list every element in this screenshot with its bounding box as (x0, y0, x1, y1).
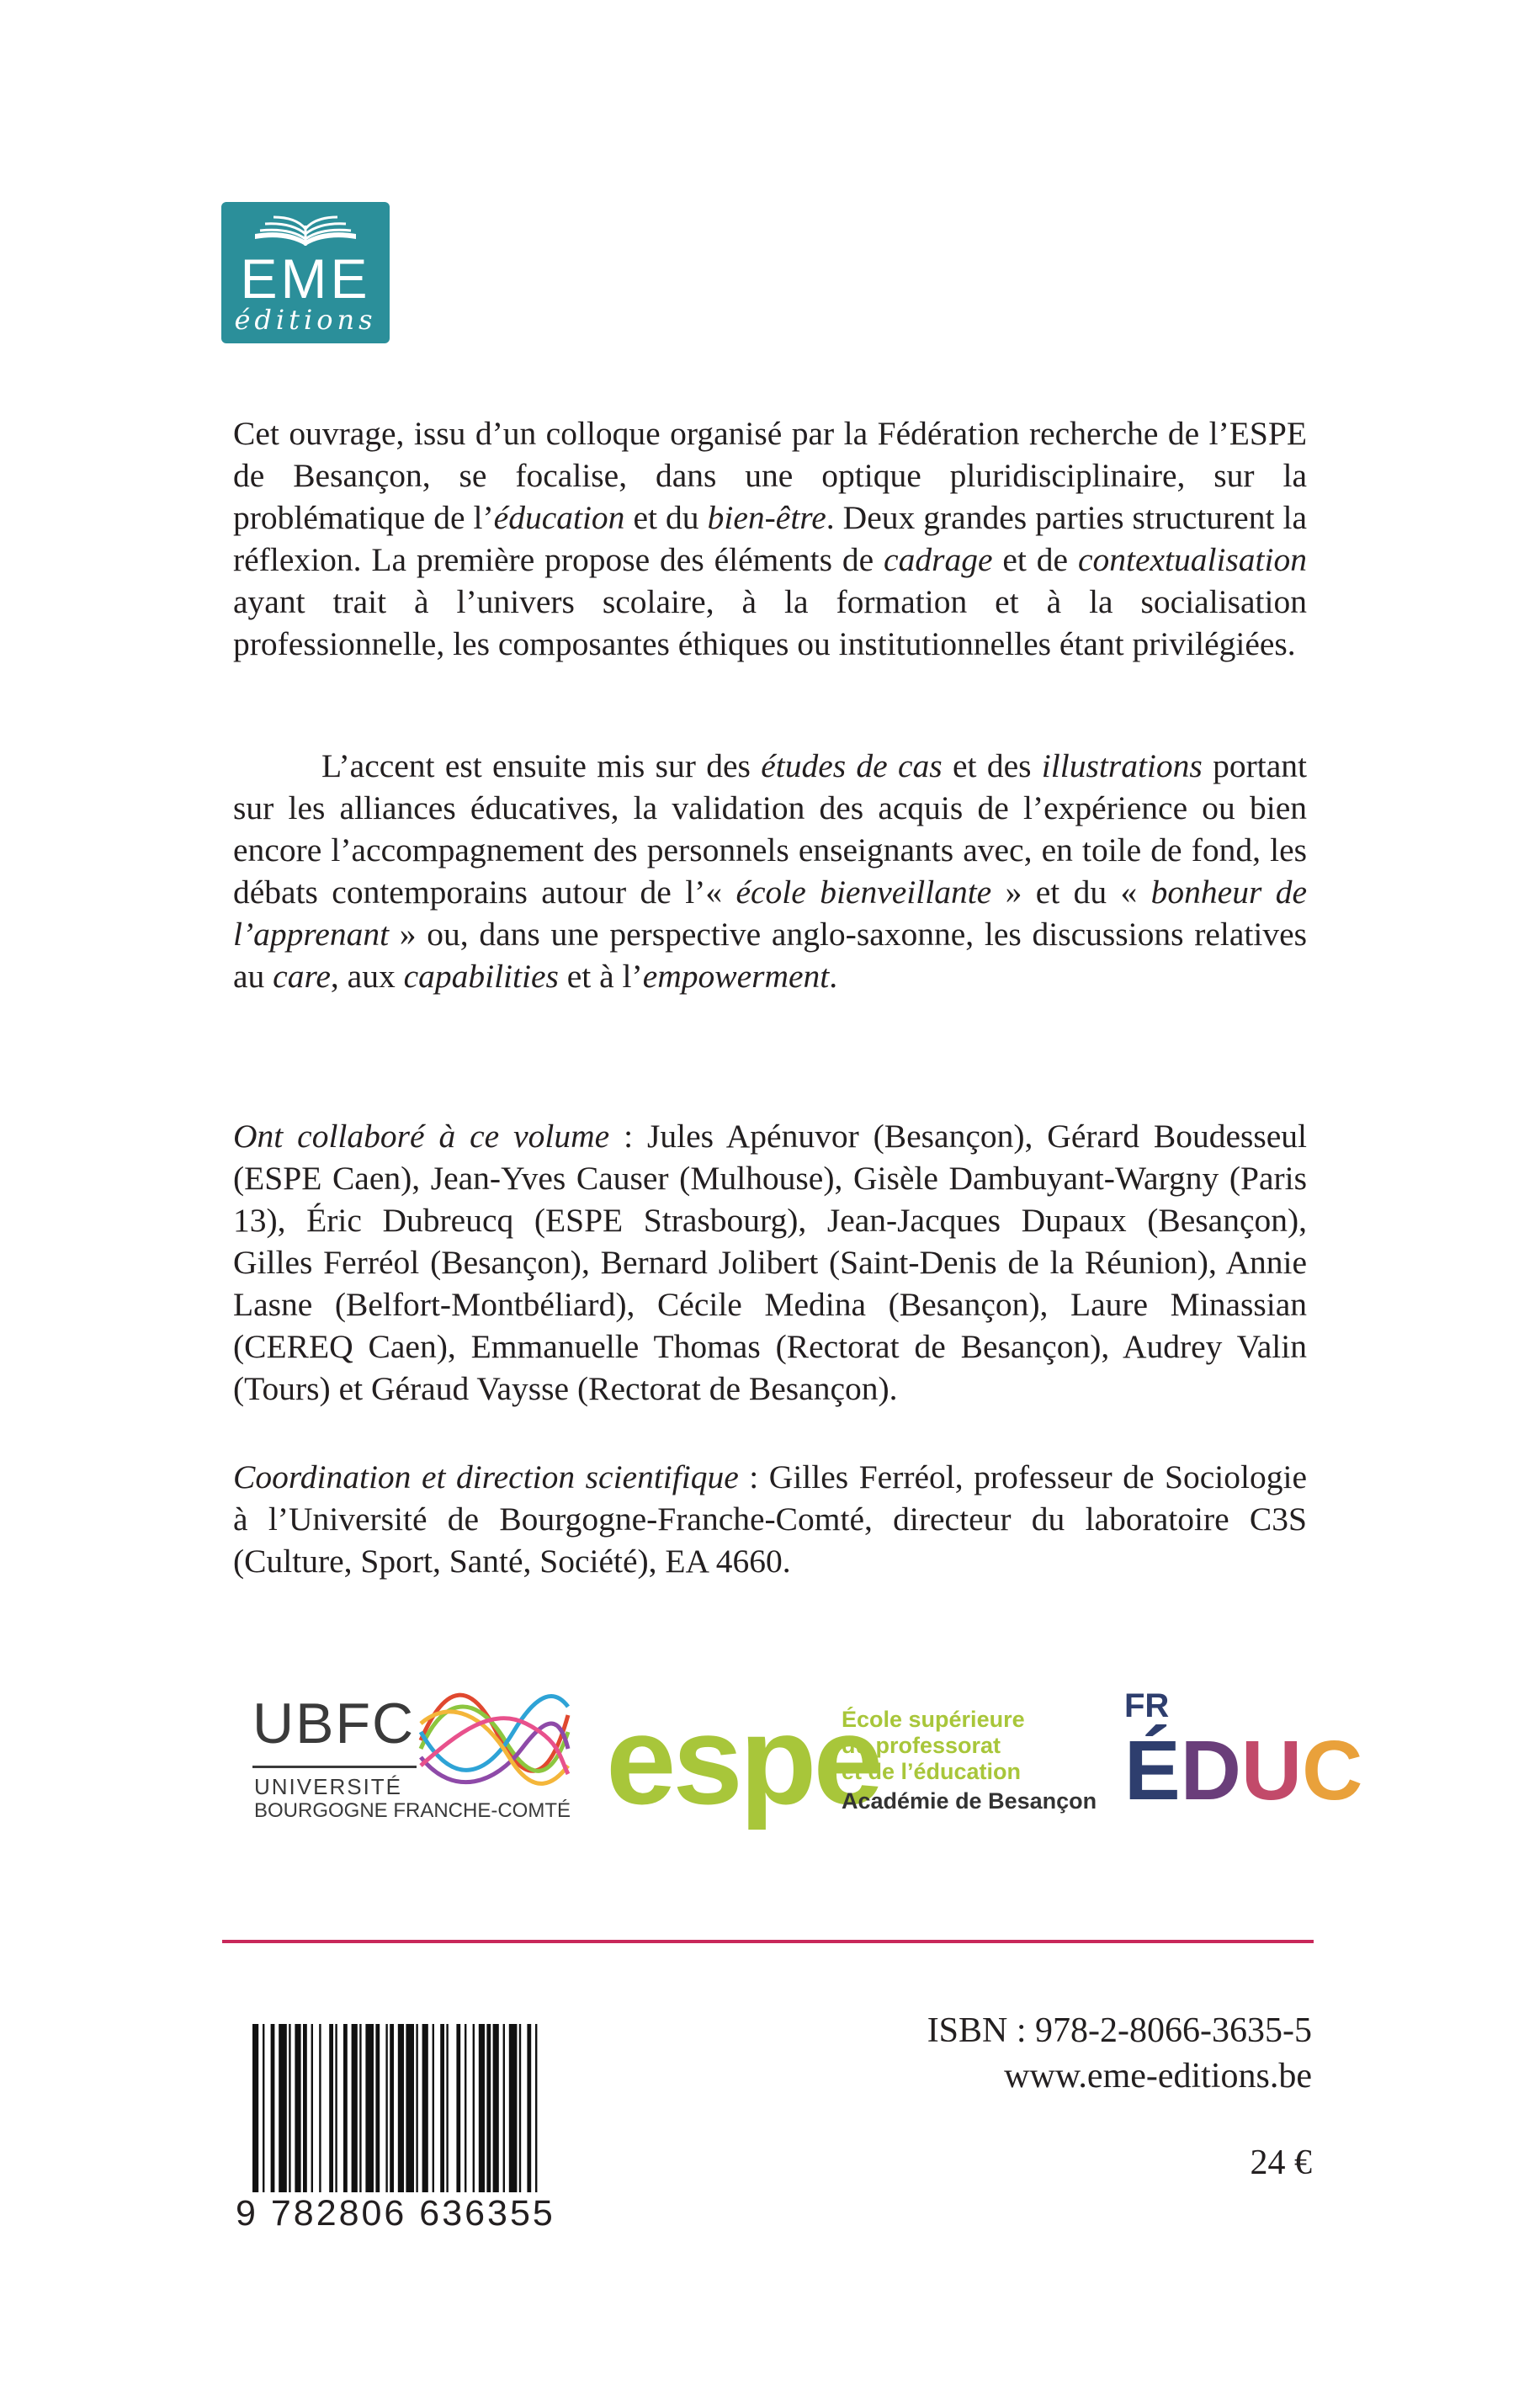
barcode-bar (456, 2024, 460, 2192)
fr-educ-word: ÉDUC (1124, 1724, 1363, 1818)
logo-name: EME (240, 247, 371, 310)
espe-word: espe (606, 1689, 880, 1830)
barcode-bar (263, 2024, 264, 2192)
barcode-bar (303, 2024, 307, 2192)
barcode-bar (519, 2024, 521, 2192)
contributors-label: Ont collaboré à ce volume (233, 1118, 610, 1155)
logo-subtitle: éditions (234, 304, 377, 336)
summary-paragraph-1: Cet ouvrage, issu d’un colloque organisé par la Fédération recherche de l’ESPE de Besançon, se focalise, dans une optique pluridisciplinaire, sur la problématique de l’éducation et du bien-être. Deux grandes parties structurent la réflexion. La première propose des éléments de cadrage et de contextualisation ayant trait à l’univers scolaire, à la formation et à la socialisation professionnelle, les composantes éthiques ou institutionnelles étant privilégiées. (233, 415, 1308, 662)
barcode-bar (535, 2024, 537, 2192)
barcode-bar (390, 2024, 394, 2192)
barcode-bar (479, 2024, 485, 2192)
divider (222, 1940, 1314, 1943)
summary-paragraph-2: L’accent est ensuite mis sur des études de cas et des illustrations portant sur les alliances éducatives, la validation des acquis de l’expérience ou bien encore l’accompagnement des personnels enseignants avec, en toile de fond, les débats contemporains autour de l’« école bienveillante » et du « bonheur de l’apprenant » ou, dans une perspective anglo-saxonne, les discussions relatives au care, aux capabilities et à l’empowerment. (233, 747, 1307, 995)
fr-educ-logo (1124, 1687, 1363, 1830)
open-book-icon (250, 209, 361, 252)
barcode-bar (329, 2024, 333, 2192)
coordination-label: Coordination et direction scientifique (233, 1458, 739, 1495)
espe-logo (606, 1689, 1097, 1830)
barcode-bar (503, 2024, 505, 2192)
barcode-bar (493, 2024, 499, 2192)
barcode-bar (375, 2024, 380, 2192)
ubfc-line2: BOURGOGNE FRANCHE-COMTÉ (254, 1799, 571, 1822)
espe-line2: du professorat (842, 1733, 1001, 1758)
ubfc-line1: UNIVERSITÉ (254, 1774, 403, 1799)
barcode-bar (343, 2024, 348, 2192)
coordination-paragraph: Coordination et direction scientifique : Gilles Ferréol, professeur de Sociologie à l’Université de Bourgogne-Franche-Comté, directeur du laboratoire C3S (Culture, Sport, Santé, Société), EA 4660. (233, 1458, 1307, 1580)
barcode-bar (509, 2024, 518, 2192)
ubfc-name: UBFC (252, 1692, 416, 1756)
espe-line3: et de l’éducation (842, 1759, 1022, 1784)
barcode-bar (311, 2024, 313, 2192)
barcode-bar (252, 2024, 258, 2192)
contributors-paragraph: Ont collaboré à ce volume : Jules Apénuvor (Besançon), Gérard Boudesseul (ESPE Caen), Jean-Yves Causer (Mulhouse), Gisèle Dambuyant-Wargny (Paris 13), Éric Dubreucq (ESPE Strasbourg), Jean-Jacques Dupaux (Besançon), Gilles Ferréol (Besançon), Bernard Jolibert (Saint-Denis de la Réunion), Annie Lasne (Belfort-Montbéliard), Cécile Medina (Besançon), Laure Minassian (CEREQ Caen), Emmanuelle Thomas (Rectorat de Besançon), Audrey Valin (Tours) et Géraud Vaysse (Rectorat de Besançon). (233, 1118, 1308, 1407)
barcode-bar (416, 2024, 417, 2192)
barcode-bar (319, 2024, 321, 2192)
barcode-bar (385, 2024, 387, 2192)
website: www.eme-editions.be (1004, 2057, 1312, 2096)
barcode-bar (289, 2024, 290, 2192)
barcode-bar (271, 2024, 275, 2192)
ubfc-logo (252, 1681, 572, 1833)
barcode-bar (352, 2024, 358, 2192)
barcode-bar (422, 2024, 428, 2192)
price: 24 € (1250, 2143, 1312, 2182)
barcode-bar (295, 2024, 300, 2192)
barcode-bar (486, 2024, 491, 2192)
ubfc-rule (252, 1766, 417, 1768)
barcode-bar (365, 2024, 374, 2192)
barcode-bar (433, 2024, 434, 2192)
barcode-number: 9 782806 636355 (236, 2193, 555, 2234)
barcode-bar (335, 2024, 337, 2192)
barcode-bar (446, 2024, 448, 2192)
ubfc-waves-icon (412, 1681, 572, 1799)
barcode-bar (440, 2024, 444, 2192)
fr-educ-fr: FR (1124, 1687, 1170, 1724)
espe-text (842, 1707, 1097, 1814)
isbn: ISBN : 978-2-8066-3635-5 (927, 2011, 1312, 2050)
barcode (251, 2024, 557, 2192)
barcode-bar (359, 2024, 361, 2192)
barcode-bar (398, 2024, 404, 2192)
barcode-bar (406, 2024, 414, 2192)
espe-academie: Académie de Besançon (842, 1788, 1097, 1814)
barcode-bar (465, 2024, 466, 2192)
eme-editions-logo (221, 202, 390, 343)
barcode-bar (279, 2024, 287, 2192)
espe-line1: École supérieure (842, 1707, 1025, 1732)
barcode-bar (473, 2024, 475, 2192)
barcode-bar (527, 2024, 531, 2192)
